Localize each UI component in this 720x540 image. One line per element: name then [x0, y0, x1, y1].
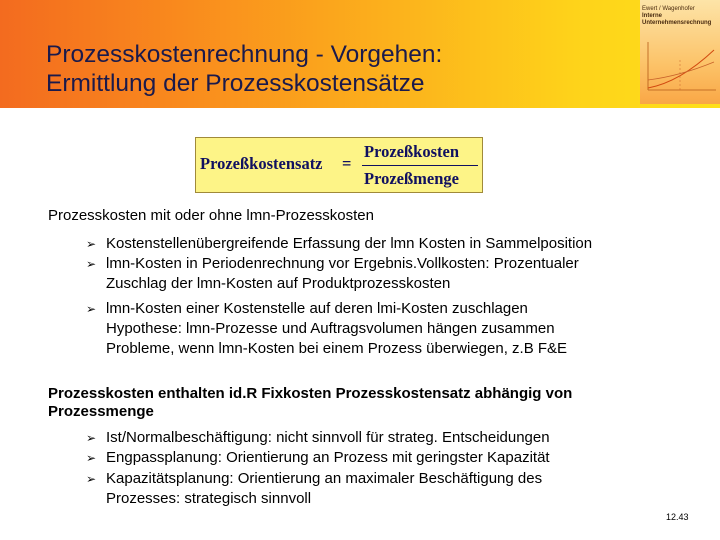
bullet-icon: ➢: [86, 302, 97, 316]
list-item: Kapazitätsplanung: Orientierung an maximaler Beschäftigung des: [106, 470, 543, 487]
bullet-icon: ➢: [86, 431, 97, 445]
list-item: Ist/Normalbeschäftigung: nicht sinnvoll für strateg. Entscheidungen: [106, 429, 550, 446]
list-item-continuation: Probleme, wenn lmn-Kosten bei einem Prozess überwiegen, z.B F&E: [106, 340, 568, 357]
bullet-icon: ➢: [86, 451, 97, 465]
formula-denominator: Prozeßmenge: [364, 169, 459, 188]
bullet-icon: ➢: [86, 237, 97, 251]
list-item-continuation: Prozesses: strategisch sinnvoll: [106, 490, 312, 507]
list-item: lmn-Kosten einer Kostenstelle auf deren lmi-Kosten zuschlagen: [106, 300, 528, 317]
bullet-icon: ➢: [86, 472, 97, 486]
formula-lhs: Prozeßkostensatz: [200, 154, 323, 173]
list-item-continuation: Zuschlag der lmn-Kosten auf Produktprozesskosten: [106, 275, 451, 292]
title-line-1: Prozesskostenrechnung - Vorgehen:: [46, 41, 443, 68]
formula-equals: =: [342, 154, 352, 173]
list-item: lmn-Kosten in Periodenrechnung vor Ergebnis.Vollkosten: Prozentualer: [106, 255, 579, 272]
list-item-continuation: Hypothese: lmn-Prozesse und Auftragsvolumen hängen zusammen: [106, 320, 555, 337]
list-item: Kostenstellenübergreifende Erfassung der lmn Kosten in Sammelposition: [106, 235, 593, 252]
bullet-icon: ➢: [86, 257, 97, 271]
page-number: 12.43: [666, 512, 689, 522]
list-item: Engpassplanung: Orientierung an Prozess mit geringster Kapazität: [106, 449, 550, 466]
section2-heading-line1: Prozesskosten enthalten id.R Fixkosten Prozesskostensatz abhängig von: [48, 385, 573, 402]
section2-heading-line2: Prozessmenge: [48, 403, 154, 420]
title-line-2: Ermittlung der Prozesskostensätze: [46, 70, 425, 97]
section1-heading: Prozesskosten mit oder ohne lmn-Prozesskosten: [48, 207, 374, 224]
formula-numerator: Prozeßkosten: [364, 142, 460, 161]
thumbnail-text: Ewert / Wagenhofer Interne Unternehmensrechnung: [642, 6, 712, 26]
